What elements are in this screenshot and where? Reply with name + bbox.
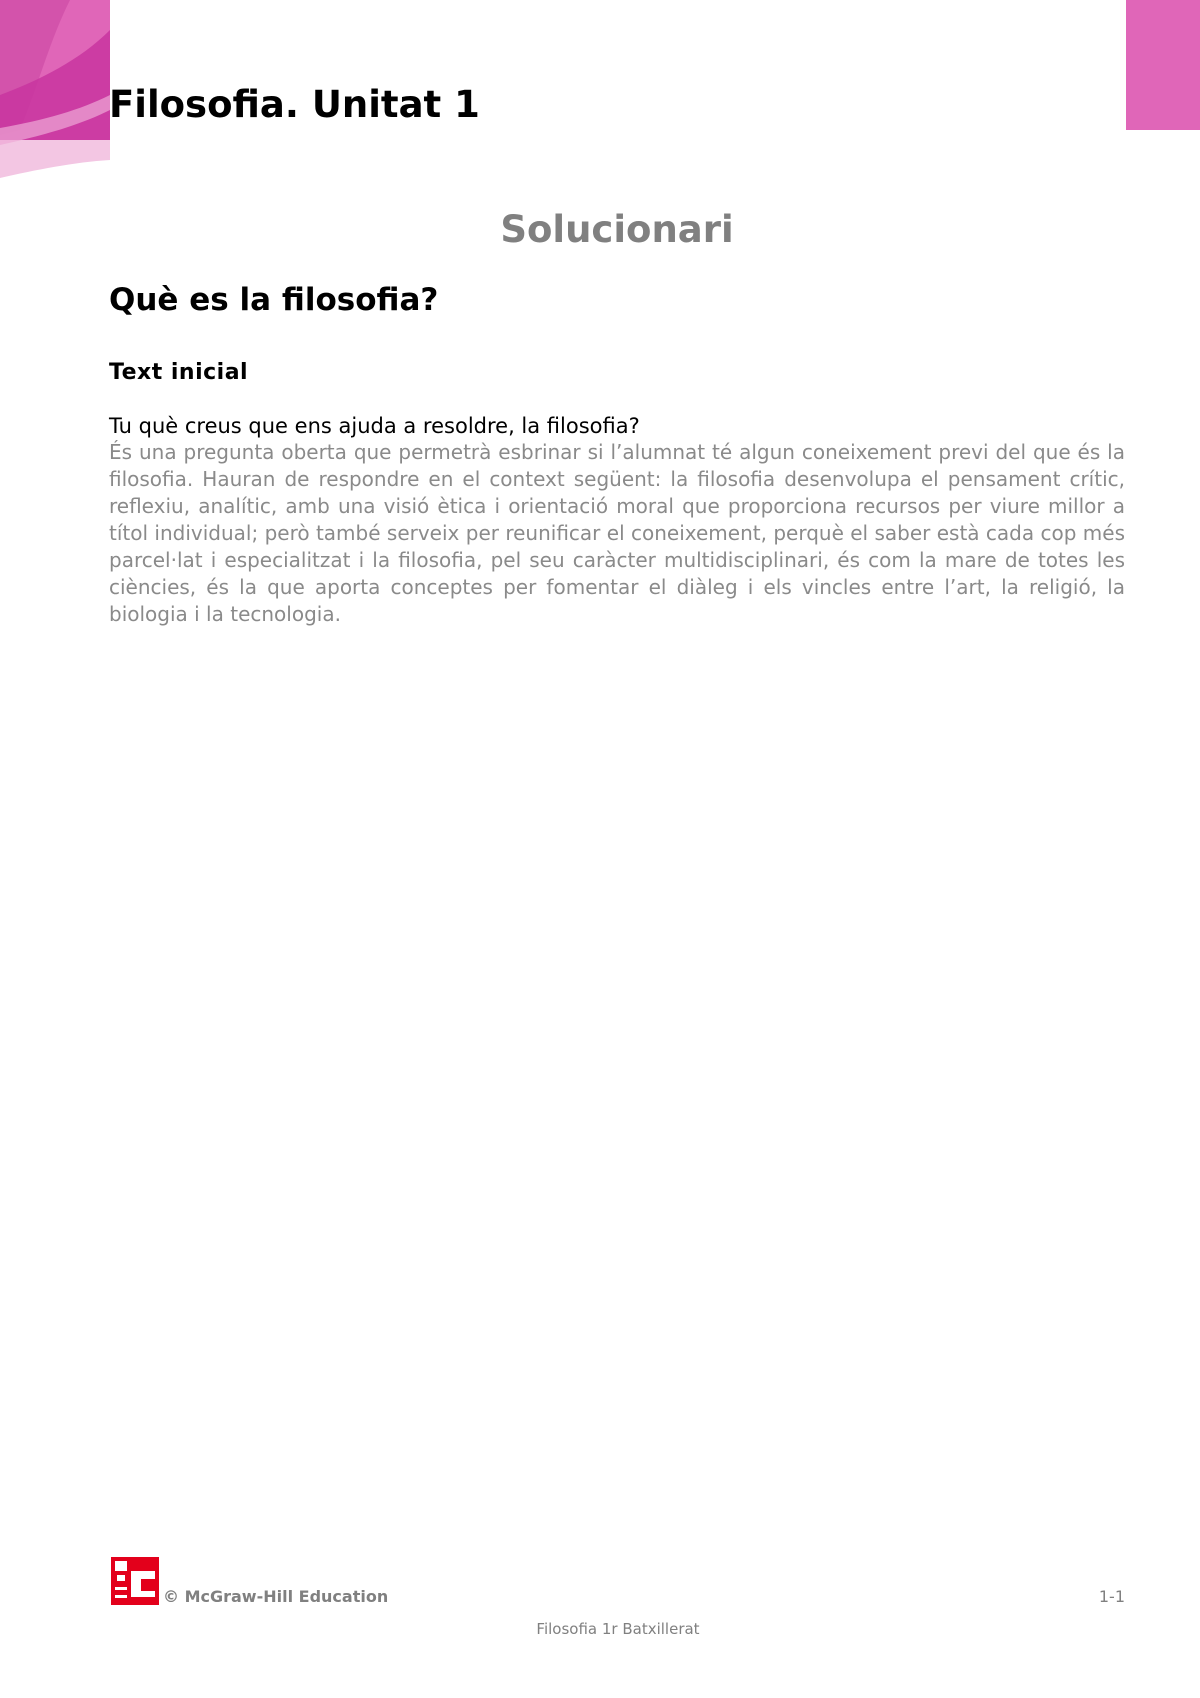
document-heading: Solucionari [500,208,734,251]
question-text: Tu què creus que ens ajuda a resoldre, la filosofia? [109,414,640,438]
subsection-title: Text inicial [109,360,249,385]
decorative-corner-right [1126,0,1200,130]
copyright-notice: © McGraw-Hill Education [163,1587,389,1606]
unit-title: Filosofia. Unitat 1 [109,83,480,126]
section-title: Què es la filosofia? [109,282,439,318]
decorative-corner-left [0,0,110,180]
answer-text: És una pregunta oberta que permetrà esbrinar si l’alumnat té algun coneixement previ del que és la filosofia. Hauran de respondre en el context següent: la filosofia desenvolupa el pensament crític, reflexiu, analític, amb una visió ètica i orientació moral que proporciona recursos per viure millor a títol individual; però també serveix per reunificar el coneixement, perquè el saber està cada cop més parcel·lat i especialitzat i la filosofia, pel seu caràcter multidisciplinari, és com la mare de totes les ciències, és la que aporta conceptes per fomentar el diàleg i els vincles entre l’art, la religió, la biologia i la tecnologia. [109,440,1125,626]
mcgraw-hill-logo-icon [111,1557,159,1605]
page-number: 1-1 [1098,1587,1125,1606]
footer-course-label: Filosofia 1r Batxillerat [536,1620,700,1638]
